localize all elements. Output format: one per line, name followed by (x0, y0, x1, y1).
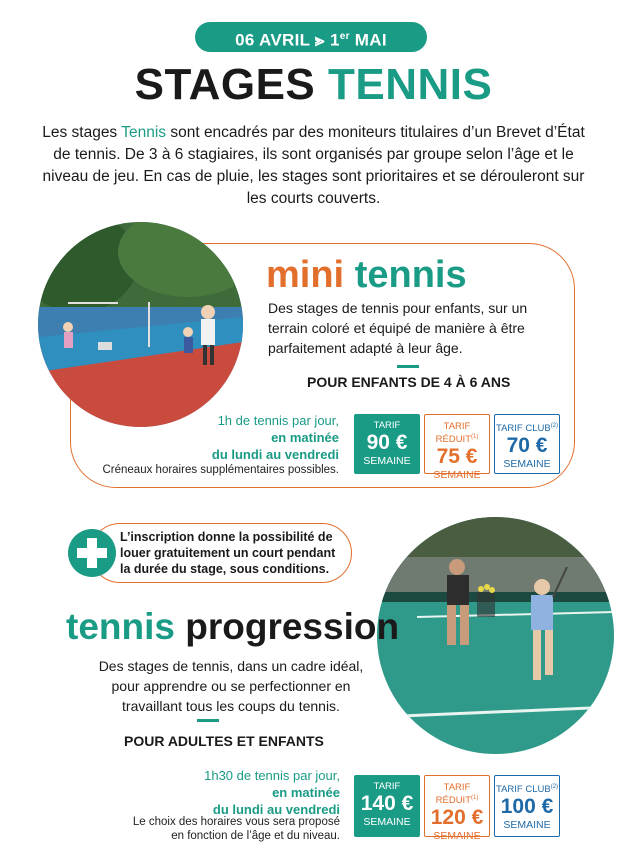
page-title (0, 60, 627, 110)
prog-schedule-line1: 1h30 de tennis par jour, (204, 768, 340, 783)
price-period: SEMAINE (433, 469, 481, 482)
prog-price-club (494, 775, 560, 837)
prog-separator (197, 719, 219, 722)
price-period: SEMAINE (503, 458, 551, 471)
prog-title-b: progression (185, 606, 400, 647)
tennis-progression-photo (377, 517, 614, 754)
mini-price-club (494, 414, 560, 474)
mini-price-standard (354, 414, 420, 474)
prog-note-line1: Le choix des horaires vous sera proposé (132, 816, 340, 828)
prog-note-line2: en fonction de l’âge et du niveau. (171, 830, 340, 842)
price-footnote: (2) (550, 784, 559, 790)
date-end-day: 1 (329, 30, 340, 50)
mini-title-a: mini (266, 254, 345, 296)
inscription-text: L’inscription donne la possibilité de louer gratuitement un court pendant la durée du stage, sous conditions. (120, 530, 336, 576)
prog-schedule-line2: en matinée (272, 785, 340, 800)
price-value: 120 € (430, 806, 484, 830)
price-period: SEMAINE (363, 816, 411, 828)
intro-after: sont encadrés par des moniteurs titulaires d’un Brevet d’État de tennis. De 3 à 6 stagiaires, ils sont organisés par groupe selon l’âge et le niveau de jeu. En cas de pluie, les stages sont prioritaires et se dérouleront sur les courts couverts. (42, 124, 585, 207)
price-footnote: (2) (550, 423, 559, 429)
prog-schedule (120, 767, 340, 818)
mini-schedule-line1: 1h de tennis par jour, (217, 413, 339, 428)
intro-paragraph (40, 122, 587, 210)
mini-schedule-line2: en matinée (271, 430, 339, 445)
price-label: TARIF (373, 420, 401, 431)
price-period: SEMAINE (363, 455, 411, 467)
price-footnote: (1) (471, 434, 479, 440)
mini-price-reduced (424, 414, 490, 482)
mini-schedule (119, 412, 339, 463)
prog-audience: POUR ADULTES ET ENFANTS (124, 733, 324, 749)
date-range-badge (195, 22, 427, 52)
price-value: 70 € (506, 434, 548, 458)
price-period: SEMAINE (433, 830, 481, 843)
tennis-progression-title (66, 606, 399, 648)
prog-price-reduced (424, 775, 490, 843)
mini-tennis-description: Des stages de tennis pour enfants, sur un terrain coloré et équipé de manière à être parfaitement adapté à leur âge. (268, 300, 528, 356)
title-part2: TENNIS (328, 60, 493, 109)
mini-audience: POUR ENFANTS DE 4 À 6 ANS (307, 374, 511, 390)
prog-price-standard (354, 775, 420, 837)
mini-title-b: tennis (354, 254, 467, 296)
mini-separator (397, 365, 419, 368)
price-label: TARIF CLUB (495, 784, 551, 796)
mini-note: Créneaux horaires supplémentaires possibles. (102, 464, 339, 476)
price-label: TARIF (373, 781, 401, 792)
plus-cross-icon (68, 529, 116, 577)
date-end-month: MAI (354, 30, 387, 50)
mini-schedule-line3: du lundi au vendredi (211, 447, 339, 462)
price-label: TARIF CLUB (495, 423, 551, 435)
title-part1: STAGES (134, 60, 316, 109)
prog-title-a: tennis (66, 606, 175, 647)
price-value: 100 € (500, 795, 554, 819)
price-label: TARIF RÉDUIT (435, 782, 472, 807)
prog-note (80, 815, 340, 843)
prog-schedule-line3: du lundi au vendredi (212, 802, 340, 817)
date-end-sup: er (339, 31, 350, 42)
price-period: SEMAINE (503, 819, 551, 832)
mini-tennis-photo (38, 222, 243, 427)
price-footnote: (1) (471, 795, 479, 801)
intro-before: Les stages (42, 124, 122, 141)
date-arrow-icon: ⪢ (315, 30, 325, 50)
intro-highlight: Tennis (121, 124, 167, 141)
price-value: 140 € (360, 792, 414, 815)
price-value: 90 € (366, 431, 408, 454)
price-value: 75 € (436, 445, 478, 469)
price-label: TARIF RÉDUIT (435, 421, 472, 446)
mini-tennis-title (266, 254, 467, 297)
tennis-progression-description: Des stages de tennis, dans un cadre idéal, pour apprendre ou se perfectionner en travaillant tous les coups du tennis. (98, 658, 364, 714)
date-start: 06 AVRIL (235, 30, 310, 50)
